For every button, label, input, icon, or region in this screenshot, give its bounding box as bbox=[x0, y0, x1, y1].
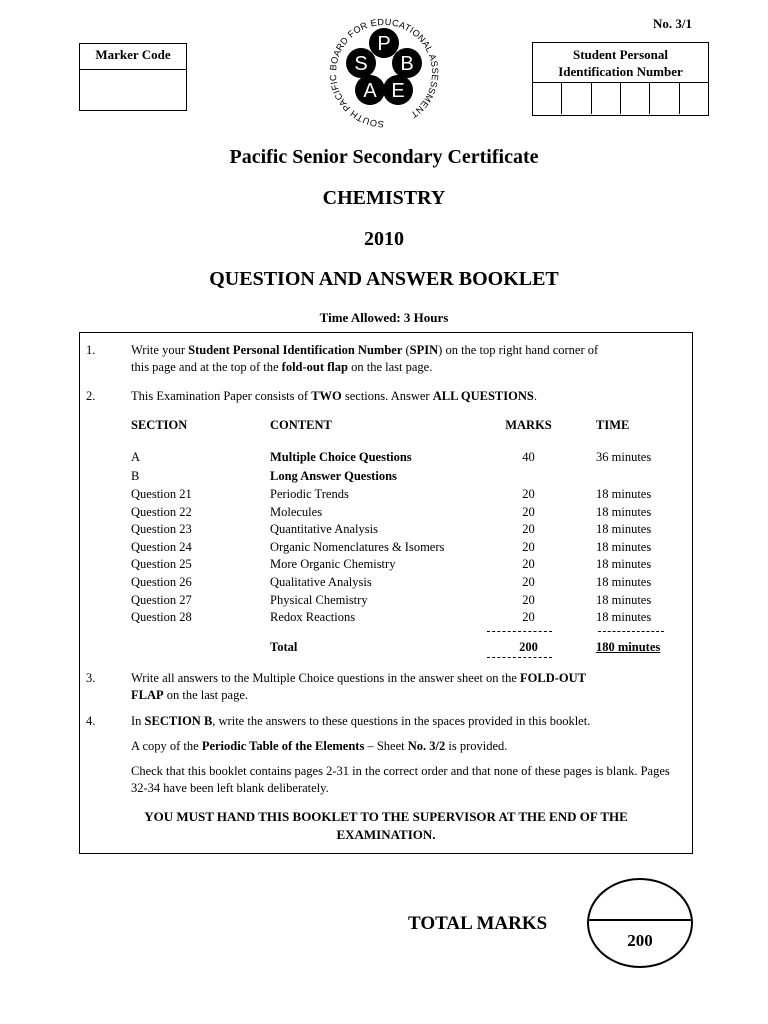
table-row: Question 22 Molecules 20 18 minutes bbox=[131, 505, 652, 519]
table-row-section-a: A Multiple Choice Questions 40 36 minutes bbox=[131, 450, 652, 464]
total-marks-value: 200 bbox=[627, 931, 653, 950]
header-time: TIME bbox=[596, 418, 630, 432]
instruction-4: In SECTION B, write the answers to these questions in the spaces provided in this booklet. bbox=[131, 714, 591, 728]
instruction-3: Write all answers to the Multiple Choice questions in the answer sheet on the FOLD-OUT FLAP on the last page. bbox=[131, 671, 586, 702]
header-content: CONTENT bbox=[270, 418, 332, 432]
spbea-logo bbox=[304, 15, 464, 133]
exam-year: 2010 bbox=[364, 228, 404, 250]
spin-digit-cell[interactable] bbox=[650, 83, 679, 114]
spin-label: Student Personal Identification Number bbox=[533, 43, 708, 83]
instruction-4-page-check: Check that this booklet contains pages 2-31 in the correct order and that none of these pages is blank. Pages 32-34 have been left blank deliberately. bbox=[131, 764, 670, 795]
table-row: Question 27 Physical Chemistry 20 18 minutes bbox=[131, 593, 652, 607]
item-number: 2. bbox=[86, 389, 96, 403]
spin-digit-cells bbox=[533, 83, 708, 114]
hand-in-notice: YOU MUST HAND THIS BOOKLET TO THE SUPERVISOR AT THE END OF THE EXAMINATION. bbox=[144, 809, 628, 842]
logo-letter-s: S bbox=[354, 53, 368, 75]
subject-title: CHEMISTRY bbox=[322, 187, 446, 209]
marker-code-box bbox=[79, 43, 187, 111]
header-marks: MARKS bbox=[505, 418, 552, 432]
instruction-2: This Examination Paper consists of TWO sections. Answer ALL QUESTIONS. bbox=[131, 389, 537, 403]
spin-box bbox=[532, 42, 709, 116]
item-number: 3. bbox=[86, 671, 96, 685]
marks-dashed-rule bbox=[487, 631, 552, 632]
table-row: Question 23 Quantitative Analysis 20 18 minutes bbox=[131, 522, 652, 536]
spin-digit-cell[interactable] bbox=[680, 83, 708, 114]
logo-letter-e: E bbox=[391, 80, 405, 102]
table-total-row: Total 200 180 minutes bbox=[270, 640, 661, 654]
table-row: Question 21 Periodic Trends 20 18 minutes bbox=[131, 487, 652, 501]
score-entry-line[interactable] bbox=[589, 919, 691, 921]
spin-digit-cell[interactable] bbox=[621, 83, 650, 114]
spin-digit-cell[interactable] bbox=[533, 83, 562, 114]
booklet-title: QUESTION AND ANSWER BOOKLET bbox=[209, 268, 559, 290]
table-row: Question 28 Redox Reactions 20 18 minutes bbox=[131, 610, 652, 624]
total-marks-label: TOTAL MARKS bbox=[408, 913, 548, 934]
item-number: 1. bbox=[86, 343, 96, 357]
instruction-1: Write your Student Personal Identification Number (SPIN) on the top right hand corner of this page and at the top of the fold-out flap on the last page. bbox=[131, 343, 599, 374]
logo-letter-a: A bbox=[363, 80, 377, 102]
table-row-section-b: B Long Answer Questions bbox=[131, 469, 397, 483]
item-number: 4. bbox=[86, 714, 96, 728]
document-number: No. 3/1 bbox=[653, 16, 692, 31]
marker-code-field[interactable] bbox=[80, 70, 186, 110]
time-allowed: Time Allowed: 3 Hours bbox=[319, 310, 449, 325]
logo-letter-p: P bbox=[377, 33, 391, 55]
logo-ring-text: SOUTH PACIFIC BOARD FOR EDUCATIONAL ASSESSMENT bbox=[327, 16, 441, 130]
marker-code-label: Marker Code bbox=[80, 44, 186, 70]
marks-dashed-rule bbox=[487, 657, 552, 658]
spin-digit-cell[interactable] bbox=[562, 83, 591, 114]
table-row: Question 26 Qualitative Analysis 20 18 minutes bbox=[131, 575, 652, 589]
time-dashed-rule bbox=[598, 631, 664, 632]
logo-letter-b: B bbox=[400, 53, 414, 75]
spin-digit-cell[interactable] bbox=[592, 83, 621, 114]
table-row: Question 24 Organic Nomenclatures & Isomers 20 18 minutes bbox=[131, 540, 652, 554]
header-section: SECTION bbox=[131, 418, 188, 432]
total-marks-circle bbox=[587, 878, 693, 968]
table-row: Question 25 More Organic Chemistry 20 18 minutes bbox=[131, 557, 652, 571]
instruction-4-periodic-table: A copy of the Periodic Table of the Elements – Sheet No. 3/2 is provided. bbox=[131, 739, 508, 753]
instructions-box bbox=[79, 332, 693, 854]
table-header bbox=[131, 418, 691, 435]
certificate-title: Pacific Senior Secondary Certificate bbox=[229, 146, 539, 168]
